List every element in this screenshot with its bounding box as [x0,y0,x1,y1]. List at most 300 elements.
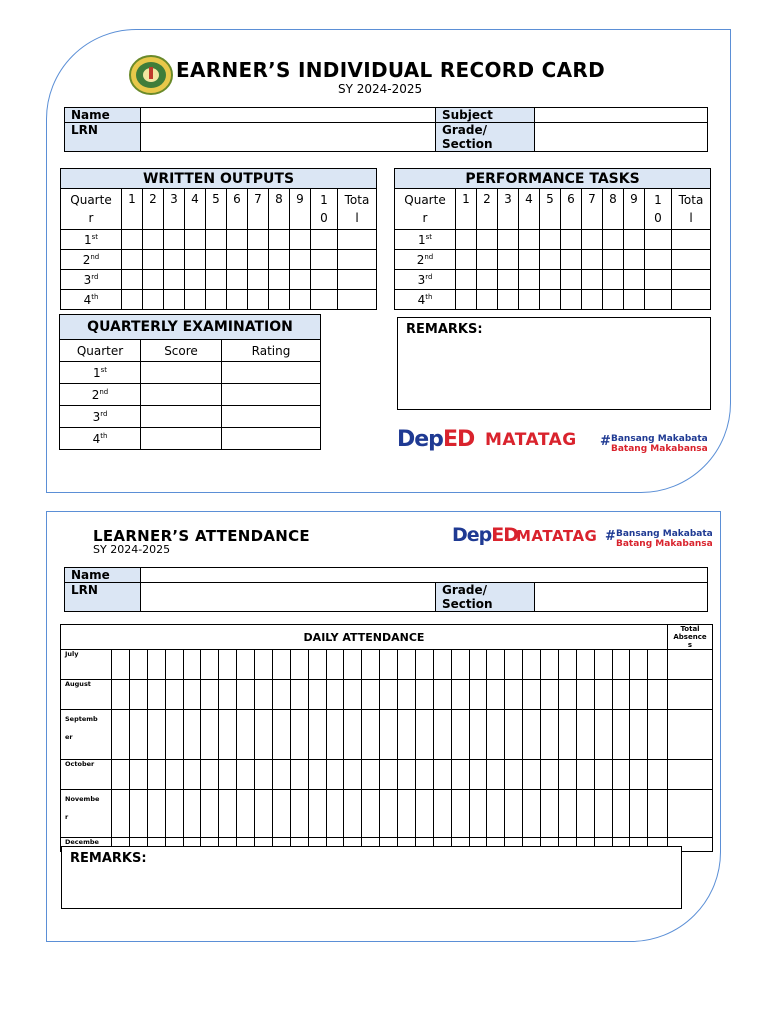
day-cell[interactable] [469,650,487,680]
deped-logo: DepED [397,427,475,452]
attendance-lrn-label: LRN [65,583,141,612]
day-cell[interactable] [380,680,398,710]
day-cell[interactable] [487,680,505,710]
score-cell[interactable] [122,290,143,310]
day-cell[interactable] [129,760,147,790]
day-cell[interactable] [183,710,201,760]
score-cell[interactable] [290,290,311,310]
day-cell[interactable] [344,680,362,710]
score-cell[interactable] [477,290,498,310]
day-cell[interactable] [630,710,648,760]
attendance-lrn-field[interactable] [141,583,436,612]
score-cell[interactable] [519,230,540,250]
score-cell[interactable] [248,250,269,270]
score-cell[interactable] [624,290,645,310]
day-cell[interactable] [398,760,416,790]
day-cell[interactable] [165,710,183,760]
score-cell[interactable] [540,250,561,270]
attendance-name-field[interactable] [141,568,708,583]
day-cell[interactable] [147,650,165,680]
score-cell[interactable] [122,250,143,270]
score-cell[interactable] [672,230,711,250]
score-cell[interactable] [603,250,624,270]
day-cell[interactable] [201,790,219,838]
day-cell[interactable] [451,760,469,790]
score-cell[interactable] [540,270,561,290]
score-cell[interactable] [143,250,164,270]
day-cell[interactable] [237,650,255,680]
rating-cell[interactable] [222,406,321,428]
score-cell[interactable] [185,270,206,290]
day-cell[interactable] [129,710,147,760]
written-outputs-table [60,168,377,310]
day-cell[interactable] [201,760,219,790]
score-cell[interactable] [290,250,311,270]
day-cell[interactable] [594,790,612,838]
day-cell[interactable] [290,790,308,838]
item-column-header: 3 [164,189,185,230]
day-cell[interactable] [165,760,183,790]
score-cell[interactable] [624,230,645,250]
day-cell[interactable] [326,710,344,760]
name-label: Name [65,108,141,123]
exam-row [60,428,321,450]
day-cell[interactable] [129,650,147,680]
day-cell[interactable] [201,710,219,760]
day-cell[interactable] [201,680,219,710]
day-cell[interactable] [630,650,648,680]
day-cell[interactable] [576,790,594,838]
day-cell[interactable] [308,710,326,760]
day-cell[interactable] [380,790,398,838]
score-cell[interactable] [141,362,222,384]
day-cell[interactable] [362,790,380,838]
score-cell[interactable] [582,290,603,310]
score-cell[interactable] [477,230,498,250]
day-cell[interactable] [487,760,505,790]
day-cell[interactable] [433,790,451,838]
day-cell[interactable] [451,790,469,838]
score-cell[interactable] [164,270,185,290]
score-cell[interactable] [227,270,248,290]
score-cell[interactable] [561,250,582,270]
day-cell[interactable] [255,760,273,790]
score-cell[interactable] [603,230,624,250]
score-cell[interactable] [477,250,498,270]
day-cell[interactable] [541,650,559,680]
day-cell[interactable] [415,650,433,680]
score-cell[interactable] [141,384,222,406]
month-label: Septemb er [61,710,112,760]
score-cell[interactable] [143,270,164,290]
month-row [61,680,713,710]
score-cell[interactable] [143,290,164,310]
day-cell[interactable] [165,680,183,710]
day-cell[interactable] [362,650,380,680]
day-cell[interactable] [183,760,201,790]
day-cell[interactable] [344,790,362,838]
score-cell[interactable] [290,270,311,290]
total-absences-cell[interactable] [668,710,713,760]
day-cell[interactable] [398,790,416,838]
day-cell[interactable] [541,790,559,838]
school-year: SY 2024-2025 [338,82,423,96]
day-cell[interactable] [576,650,594,680]
day-cell[interactable] [255,790,273,838]
score-cell[interactable] [498,290,519,310]
day-cell[interactable] [308,680,326,710]
day-cell[interactable] [523,710,541,760]
score-cell[interactable] [603,270,624,290]
score-cell[interactable] [456,250,477,270]
score-cell[interactable] [206,230,227,250]
day-cell[interactable] [112,650,130,680]
day-cell[interactable] [147,680,165,710]
score-cell[interactable] [269,270,290,290]
score-cell[interactable] [645,250,672,270]
quarter-label: 3rd [61,270,122,290]
day-cell[interactable] [576,680,594,710]
score-cell[interactable] [290,230,311,250]
score-cell[interactable] [227,230,248,250]
score-cell[interactable] [519,290,540,310]
score-cell[interactable] [164,250,185,270]
day-cell[interactable] [272,790,290,838]
name-field[interactable] [141,108,436,123]
day-cell[interactable] [129,790,147,838]
day-cell[interactable] [326,680,344,710]
day-cell[interactable] [487,790,505,838]
day-cell[interactable] [272,650,290,680]
day-cell[interactable] [112,710,130,760]
day-cell[interactable] [505,650,523,680]
score-cell[interactable] [141,406,222,428]
lrn-field[interactable] [141,123,436,152]
day-cell[interactable] [362,760,380,790]
item-column-header: 1 [456,189,477,230]
day-cell[interactable] [290,760,308,790]
day-cell[interactable] [630,790,648,838]
day-cell[interactable] [469,790,487,838]
daily-attendance-table [60,624,713,852]
day-cell[interactable] [344,760,362,790]
day-cell[interactable] [112,680,130,710]
day-cell[interactable] [469,710,487,760]
score-cell[interactable] [519,270,540,290]
month-row [61,710,713,760]
score-cell[interactable] [248,230,269,250]
day-cell[interactable] [451,650,469,680]
day-cell[interactable] [272,760,290,790]
rating-cell[interactable] [222,362,321,384]
day-cell[interactable] [630,760,648,790]
day-cell[interactable] [183,650,201,680]
day-cell[interactable] [219,680,237,710]
day-cell[interactable] [648,680,668,710]
score-cell[interactable] [338,290,377,310]
day-cell[interactable] [380,650,398,680]
subject-field[interactable] [535,108,708,123]
score-cell[interactable] [645,270,672,290]
day-cell[interactable] [344,710,362,760]
score-cell[interactable] [498,230,519,250]
total-absences-cell[interactable] [668,790,713,838]
quarter-label: 2nd [60,384,141,406]
day-cell[interactable] [237,790,255,838]
hashtag-icon-2: # [605,529,616,544]
day-cell[interactable] [558,650,576,680]
day-cell[interactable] [255,650,273,680]
exam-row [60,362,321,384]
score-cell[interactable] [672,290,711,310]
day-cell[interactable] [112,760,130,790]
day-cell[interactable] [201,650,219,680]
day-cell[interactable] [487,710,505,760]
item-column-header: 7 [248,189,269,230]
day-cell[interactable] [362,680,380,710]
score-cell[interactable] [456,230,477,250]
score-cell[interactable] [227,290,248,310]
score-cell[interactable] [624,250,645,270]
item-column-header: 1 [122,189,143,230]
score-cell[interactable] [561,230,582,250]
day-cell[interactable] [523,790,541,838]
quarter-row [61,290,377,310]
score-cell[interactable] [269,250,290,270]
day-cell[interactable] [558,680,576,710]
score-cell[interactable] [672,250,711,270]
day-cell[interactable] [469,680,487,710]
score-cell[interactable] [672,270,711,290]
day-cell[interactable] [165,650,183,680]
day-cell[interactable] [415,760,433,790]
day-cell[interactable] [290,650,308,680]
score-cell[interactable] [248,290,269,310]
day-cell[interactable] [523,650,541,680]
day-cell[interactable] [594,710,612,760]
day-cell[interactable] [147,790,165,838]
score-cell[interactable] [540,290,561,310]
day-cell[interactable] [648,710,668,760]
score-cell[interactable] [311,290,338,310]
score-cell[interactable] [519,250,540,270]
day-cell[interactable] [380,760,398,790]
exam-column-header: Quarter [60,340,141,362]
day-cell[interactable] [433,760,451,790]
day-cell[interactable] [576,760,594,790]
day-cell[interactable] [219,760,237,790]
item-column-header: 4 [185,189,206,230]
school-seal-icon [128,55,174,95]
score-cell[interactable] [185,250,206,270]
score-cell[interactable] [561,290,582,310]
day-cell[interactable] [612,650,630,680]
score-cell[interactable] [143,230,164,250]
rating-cell[interactable] [222,428,321,450]
day-cell[interactable] [362,710,380,760]
subject-label: Subject [436,108,535,123]
quarter-label: 4th [60,428,141,450]
grade-section-field[interactable] [535,123,708,152]
item-column-header: 8 [269,189,290,230]
score-cell[interactable] [477,270,498,290]
day-cell[interactable] [344,650,362,680]
day-cell[interactable] [433,680,451,710]
day-cell[interactable] [558,710,576,760]
score-cell[interactable] [185,230,206,250]
day-cell[interactable] [237,680,255,710]
day-cell[interactable] [415,710,433,760]
day-cell[interactable] [541,710,559,760]
day-cell[interactable] [594,650,612,680]
day-cell[interactable] [451,710,469,760]
day-cell[interactable] [612,790,630,838]
total-absences-cell[interactable] [668,760,713,790]
score-cell[interactable] [248,270,269,290]
score-cell[interactable] [164,230,185,250]
score-cell[interactable] [206,270,227,290]
score-cell[interactable] [582,230,603,250]
day-cell[interactable] [165,790,183,838]
quarter-label: 3rd [60,406,141,428]
day-cell[interactable] [505,680,523,710]
score-cell[interactable] [645,230,672,250]
rating-cell[interactable] [222,384,321,406]
quarter-row [395,290,711,310]
month-label: October [61,760,112,790]
day-cell[interactable] [219,650,237,680]
remarks-box[interactable] [397,317,711,410]
score-cell[interactable] [338,270,377,290]
score-cell[interactable] [338,230,377,250]
score-cell[interactable] [122,230,143,250]
day-cell[interactable] [451,680,469,710]
day-cell[interactable] [398,650,416,680]
score-cell[interactable] [311,250,338,270]
day-cell[interactable] [308,760,326,790]
day-cell[interactable] [630,680,648,710]
month-label: August [61,680,112,710]
score-cell[interactable] [561,270,582,290]
score-cell[interactable] [456,290,477,310]
total-absences-cell[interactable] [668,680,713,710]
day-cell[interactable] [237,760,255,790]
day-cell[interactable] [380,710,398,760]
day-cell[interactable] [594,760,612,790]
day-cell[interactable] [541,760,559,790]
day-cell[interactable] [505,760,523,790]
score-cell[interactable] [164,290,185,310]
day-cell[interactable] [487,650,505,680]
day-cell[interactable] [558,760,576,790]
score-cell[interactable] [540,230,561,250]
score-cell[interactable] [311,270,338,290]
day-cell[interactable] [219,790,237,838]
day-cell[interactable] [648,650,668,680]
day-cell[interactable] [398,680,416,710]
score-cell[interactable] [456,270,477,290]
day-cell[interactable] [541,680,559,710]
score-cell[interactable] [498,250,519,270]
score-cell[interactable] [498,270,519,290]
bansang-makabata-logo-2: # Bansang Makabata Batang Makabansa [605,529,713,549]
day-cell[interactable] [523,760,541,790]
day-cell[interactable] [433,650,451,680]
day-cell[interactable] [272,680,290,710]
score-cell[interactable] [227,250,248,270]
day-cell[interactable] [398,710,416,760]
day-cell[interactable] [594,680,612,710]
day-cell[interactable] [308,650,326,680]
quarter-label: 1st [60,362,141,384]
day-cell[interactable] [505,710,523,760]
day-cell[interactable] [469,760,487,790]
day-cell[interactable] [183,680,201,710]
day-cell[interactable] [255,710,273,760]
day-cell[interactable] [290,680,308,710]
attendance-grade-section-field[interactable] [535,583,708,612]
score-cell[interactable] [603,290,624,310]
quarter-row [395,250,711,270]
day-cell[interactable] [272,710,290,760]
score-cell[interactable] [141,428,222,450]
day-cell[interactable] [219,710,237,760]
day-cell[interactable] [237,710,255,760]
attendance-remarks-box[interactable] [61,846,682,909]
day-cell[interactable] [523,680,541,710]
score-cell[interactable] [338,250,377,270]
day-cell[interactable] [433,710,451,760]
day-cell[interactable] [326,650,344,680]
day-cell[interactable] [612,680,630,710]
day-cell[interactable] [326,760,344,790]
day-cell[interactable] [255,680,273,710]
score-cell[interactable] [269,230,290,250]
total-absences-cell[interactable] [668,650,713,680]
day-cell[interactable] [129,680,147,710]
matatag-logo-2: MATATAG [516,527,598,545]
day-cell[interactable] [112,790,130,838]
day-cell[interactable] [308,790,326,838]
score-cell[interactable] [624,270,645,290]
day-cell[interactable] [576,710,594,760]
day-cell[interactable] [612,760,630,790]
month-label: Novembe r [61,790,112,838]
day-cell[interactable] [648,790,668,838]
day-cell[interactable] [326,790,344,838]
score-cell[interactable] [311,230,338,250]
day-cell[interactable] [612,710,630,760]
day-cell[interactable] [648,760,668,790]
day-cell[interactable] [183,790,201,838]
day-cell[interactable] [558,790,576,838]
day-cell[interactable] [505,790,523,838]
day-cell[interactable] [415,680,433,710]
score-cell[interactable] [645,290,672,310]
score-cell[interactable] [206,290,227,310]
score-cell[interactable] [582,250,603,270]
score-cell[interactable] [269,290,290,310]
day-cell[interactable] [290,710,308,760]
day-cell[interactable] [415,790,433,838]
score-cell[interactable] [122,270,143,290]
score-cell[interactable] [582,270,603,290]
score-cell[interactable] [185,290,206,310]
day-cell[interactable] [147,760,165,790]
quarterly-exam-title: QUARTERLY EXAMINATION [60,315,321,340]
score-cell[interactable] [206,250,227,270]
day-cell[interactable] [147,710,165,760]
